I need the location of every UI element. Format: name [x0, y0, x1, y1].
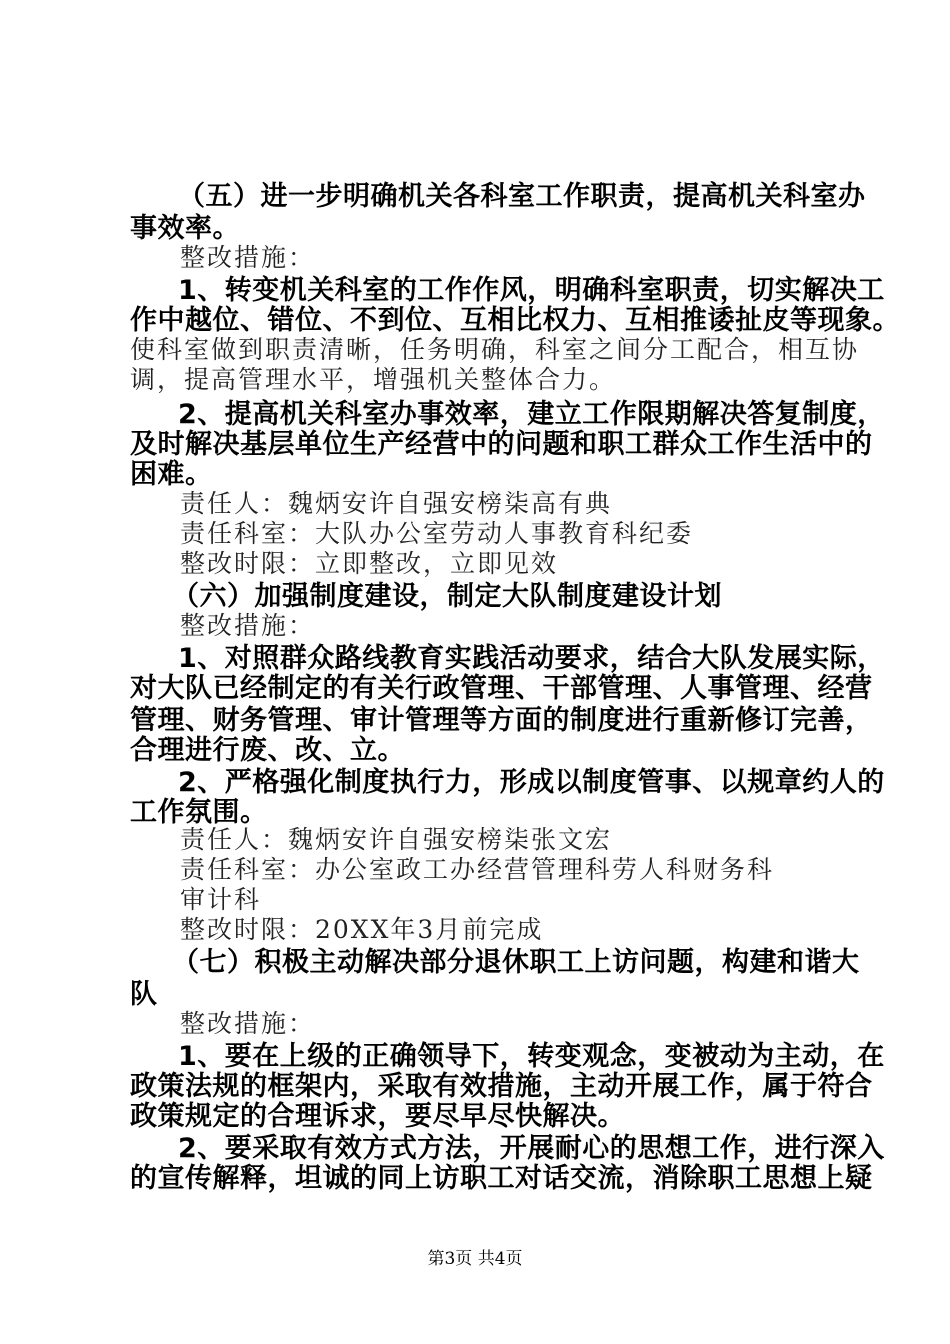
section-heading-5: （五）进一步明确机关各科室工作职责，提高机关科室办 [178, 181, 866, 212]
paragraph-line: 1、转变机关科室的工作作风，明确科室职责，切实解决工 [178, 275, 885, 306]
measures-label: 整改措施： [180, 1009, 316, 1038]
paragraph-line: 对大队已经制定的有关行政管理、干部管理、人事管理、经营 [130, 673, 873, 704]
paragraph-line: 的宣传解释，坦诚的同上访职工对话交流，消除职工思想上疑 [130, 1163, 873, 1194]
paragraph-line: 困难。 [130, 459, 213, 490]
paragraph-line: 2、要采取有效方式方法，开展耐心的思想工作，进行深入 [178, 1133, 885, 1164]
paragraph-line: 合理进行废、改、立。 [130, 735, 405, 766]
paragraph-line: 1、要在上级的正确领导下，转变观念，变被动为主动，在 [178, 1041, 885, 1072]
responsible-department-cont: 审计科 [180, 885, 262, 914]
paragraph-line: 政策法规的框架内，采取有效措施，主动开展工作，属于符合 [130, 1071, 873, 1102]
responsible-department: 责任科室：办公室政工办经营管理科劳人科财务科 [180, 855, 775, 884]
paragraph-line: 工作氛围。 [130, 797, 268, 828]
paragraph-line: 作中越位、错位、不到位、互相比权力、互相推诿扯皮等现象。 [130, 305, 900, 336]
page-number-footer: 第3页 共4页 [427, 1249, 523, 1269]
paragraph-line: 2、提高机关科室办事效率，建立工作限期解决答复制度， [178, 399, 885, 430]
measures-label: 整改措施： [180, 243, 316, 272]
section-heading-6: （六）加强制度建设，制定大队制度建设计划 [172, 581, 722, 612]
paragraph-line: 1、对照群众路线教育实践活动要求，结合大队发展实际， [178, 643, 885, 674]
paragraph-line: 政策规定的合理诉求，要尽早尽快解决。 [130, 1101, 625, 1132]
section-heading-7: （七）积极主动解决部分退休职工上访问题，构建和谐大 [172, 947, 860, 978]
deadline: 整改时限：立即整改，立即见效 [180, 549, 559, 578]
paragraph-line: 及时解决基层单位生产经营中的问题和职工群众工作生活中的 [130, 429, 873, 460]
paragraph-line: 调，提高管理水平，增强机关整体合力。 [130, 365, 617, 394]
paragraph-line: 队 [130, 979, 158, 1010]
deadline: 整改时限：20XX年3月前完成 [180, 915, 544, 944]
responsible-department: 责任科室：大队办公室劳动人事教育科纪委 [180, 519, 694, 548]
paragraph-line: 管理、财务管理、审计管理等方面的制度进行重新修订完善， [130, 705, 873, 736]
paragraph-line: 2、严格强化制度执行力，形成以制度管事、以规章约人的 [178, 767, 885, 798]
paragraph-line: 使科室做到职责清晰，任务明确，科室之间分工配合，相互协 [130, 335, 860, 364]
paragraph-line: 事效率。 [130, 213, 240, 244]
responsible-person: 责任人：魏炳安许自强安榜柒高有典 [180, 489, 613, 518]
measures-label: 整改措施： [180, 611, 316, 640]
responsible-person: 责任人：魏炳安许自强安榜柒张文宏 [180, 825, 613, 854]
